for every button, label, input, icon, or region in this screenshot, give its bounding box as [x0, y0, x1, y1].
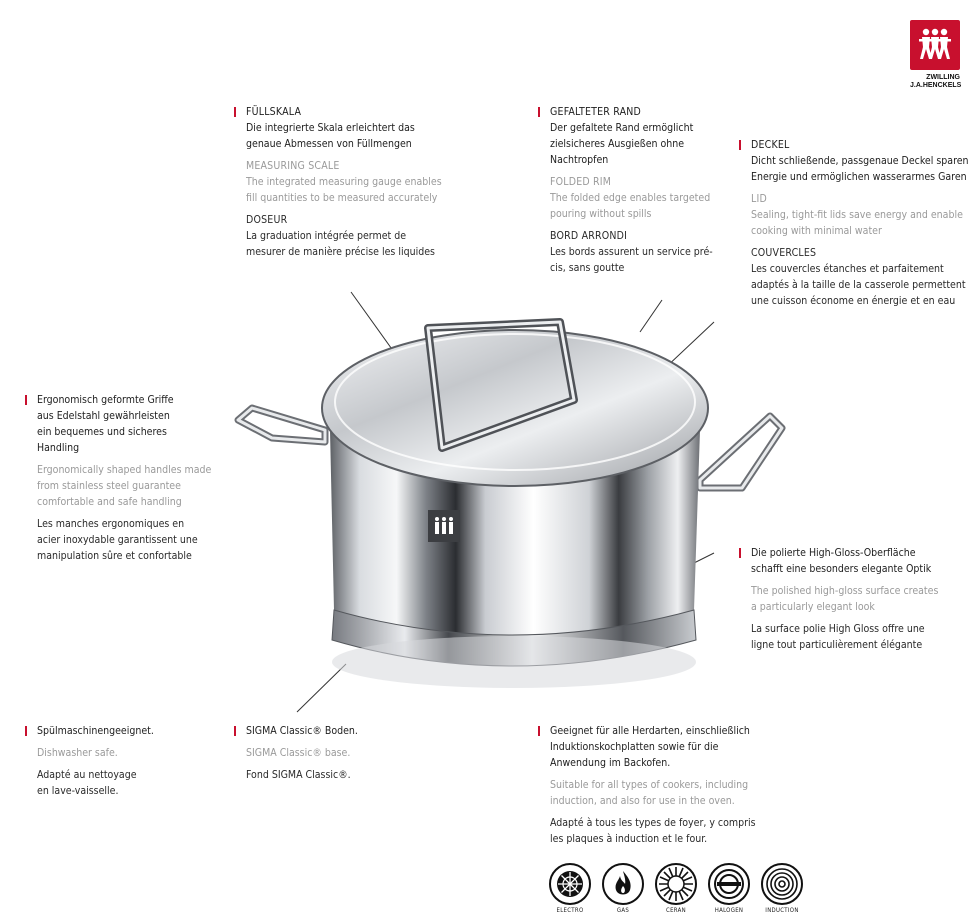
induction-hob-icon: [760, 862, 804, 923]
callout-folded-rim: [550, 104, 730, 276]
base-en-line: SIGMA Classic® base.: [246, 747, 351, 759]
rim-de-heading: GEFALTETER RAND: [550, 106, 642, 118]
rim-fr-line: Les bords assurent un service pré-: [550, 246, 713, 258]
cookers-en-line: Suitable for all types of cookers, including: [550, 779, 749, 791]
scale-en-line: fill quantities to be measured accurately: [246, 192, 438, 204]
dishwasher-fr-line: Adapté au nettoyage: [37, 769, 137, 781]
logo-line-1: ZWILLING: [926, 74, 960, 81]
hob-label: GAS: [616, 907, 630, 914]
gas-flame-icon: [601, 862, 645, 923]
scale-fr-line: mesurer de manière précise les liquides: [246, 246, 435, 258]
handles-en-line: Ergonomically shaped handles made: [37, 464, 212, 476]
cookers-de-line: Induktionskochplatten sowie für die: [550, 741, 719, 753]
red-marker: [25, 726, 27, 736]
handles-de-line: Ergonomisch geformte Griffe: [37, 394, 174, 406]
rim-de-line: Nachtropfen: [550, 154, 609, 166]
handles-fr-line: Les manches ergonomiques en: [37, 518, 185, 530]
gloss-fr-line: La surface polie High Gloss offre une: [751, 623, 925, 635]
callout-dishwasher: [37, 723, 197, 799]
scale-de-line: Die integrierte Skala erleichtert das: [246, 122, 415, 134]
red-marker: [739, 140, 741, 150]
scale-de-line: genaue Abmessen von Füllmengen: [246, 138, 412, 150]
rim-en-line: The folded edge enables targeted: [550, 192, 711, 204]
handles-fr-line: manipulation sûre et confortable: [37, 550, 192, 562]
red-marker: [538, 726, 540, 736]
red-marker: [25, 395, 27, 405]
rim-fr-line: cis, sans goutte: [550, 262, 625, 274]
scale-fr-heading: DOSEUR: [246, 214, 288, 226]
callout-handles: [37, 392, 222, 564]
lid-de-line: Dicht schließende, passgenaue Deckel sparen: [751, 155, 969, 167]
rim-de-line: zielsicheres Ausgießen ohne: [550, 138, 685, 150]
handles-en-line: comfortable and safe handling: [37, 496, 182, 508]
red-marker: [234, 726, 236, 736]
lid-fr-line: adaptés à la taille de la casserole permettent: [751, 279, 966, 291]
gloss-en-line: The polished high-gloss surface creates: [751, 585, 939, 597]
lid-de-heading: DECKEL: [751, 139, 790, 151]
lid-en-line: Sealing, tight-fit lids save energy and enable: [751, 209, 963, 221]
electric-hob-icon: [548, 862, 592, 923]
hob-label: ELECTRO: [556, 907, 584, 914]
base-de-line: SIGMA Classic® Boden.: [246, 725, 358, 737]
red-marker: [739, 548, 741, 558]
lid-en-heading: LID: [751, 193, 767, 205]
gloss-de-line: schafft eine besonders elegante Optik: [751, 563, 932, 575]
lid-de-line: Energie und ermöglichen wasserarmes Garen: [751, 171, 967, 183]
dishwasher-de-line: Spülmaschinengeeignet.: [37, 725, 154, 737]
cookers-de-line: Geeignet für alle Herdarten, einschließlich: [550, 725, 750, 737]
callout-lid: [751, 137, 973, 309]
dishwasher-fr-line: en lave-vaisselle.: [37, 785, 119, 797]
cookers-fr-line: Adapté à tous les types de foyer, y compris: [550, 817, 756, 829]
cookers-fr-line: les plaques à induction et le four.: [550, 833, 708, 845]
lid-en-line: cooking with minimal water: [751, 225, 882, 237]
scale-en-heading: MEASURING SCALE: [246, 160, 340, 172]
hob-label: HALOGEN: [714, 907, 744, 914]
handles-de-line: Handling: [37, 442, 80, 454]
scale-fr-line: La graduation intégrée permet de: [246, 230, 407, 242]
halogen-hob-icon: [707, 862, 751, 923]
logo-text: [910, 74, 960, 90]
scale-de-heading: FÜLLSKALA: [246, 106, 302, 118]
callout-high-gloss: [751, 545, 973, 653]
callout-sigma-base: [246, 723, 406, 783]
twin-figures-logo-icon: [910, 20, 960, 70]
gloss-de-line: Die polierte High-Gloss-Oberfläche: [751, 547, 916, 559]
base-fr-line: Fond SIGMA Classic®.: [246, 769, 351, 781]
lid-fr-line: Les couvercles étanches et parfaitement: [751, 263, 944, 275]
gloss-en-line: a particularly elegant look: [751, 601, 875, 613]
lid-fr-heading: COUVERCLES: [751, 247, 817, 259]
rim-fr-heading: BORD ARRONDI: [550, 230, 628, 242]
hob-label: INDUCTION: [765, 907, 799, 914]
cookers-de-line: Anwendung im Backofen.: [550, 757, 671, 769]
logo-line-2: J.A.HENCKELS: [910, 82, 962, 89]
handles-en-line: from stainless steel guarantee: [37, 480, 181, 492]
cooking-pot-illustration: [230, 290, 790, 700]
handles-de-line: aus Edelstahl gewährleisten: [37, 410, 170, 422]
gloss-fr-line: ligne tout particulièrement élégante: [751, 639, 923, 651]
handles-fr-line: acier inoxydable garantissent une: [37, 534, 198, 546]
scale-en-line: The integrated measuring gauge enables: [246, 176, 442, 188]
callout-all-cookers: [550, 723, 780, 847]
ceramic-hob-icon: [654, 862, 698, 923]
red-marker: [234, 107, 236, 117]
hob-label: CERAN: [666, 907, 686, 914]
handles-de-line: ein bequemes und sicheres: [37, 426, 167, 438]
rim-en-heading: FOLDED RIM: [550, 176, 612, 188]
hob-type-icons: [548, 862, 808, 923]
brand-logo: [910, 20, 960, 98]
dishwasher-en-line: Dishwasher safe.: [37, 747, 118, 759]
callout-measuring-scale: [246, 104, 476, 260]
cookers-en-line: induction, and also for use in the oven.: [550, 795, 735, 807]
lid-fr-line: une cuisson économe en énergie et en eau: [751, 295, 956, 307]
rim-en-line: pouring without spills: [550, 208, 652, 220]
red-marker: [538, 107, 540, 117]
rim-de-line: Der gefaltete Rand ermöglicht: [550, 122, 694, 134]
